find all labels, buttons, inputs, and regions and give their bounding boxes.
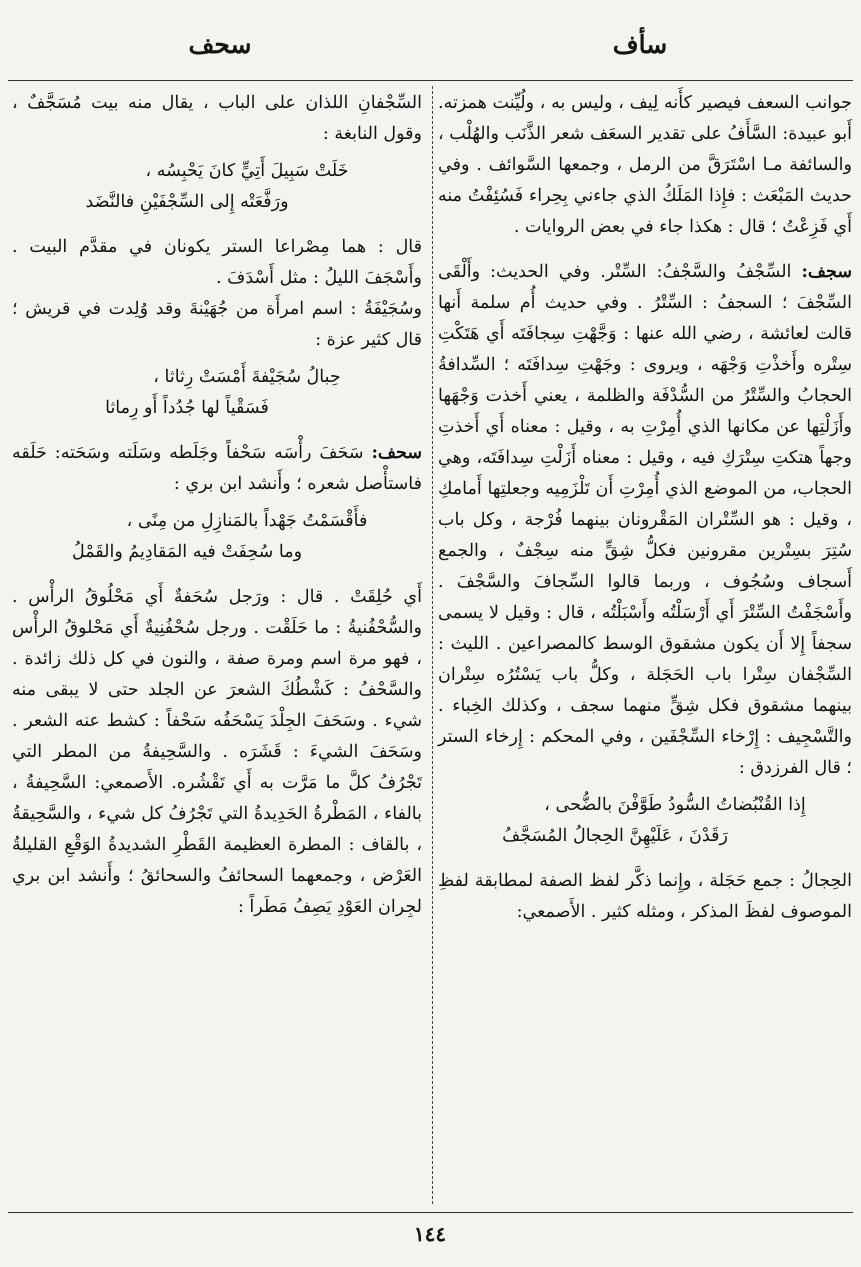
verse — [438, 790, 852, 852]
verse-line: فأَقْسَمْتُ جَهْداً بالمَنازِلِ من مِنًى ، — [126, 511, 368, 531]
footer-rule — [8, 1212, 853, 1213]
verse-line: رَقَدْنَ ، عَلَيْهِنَّ الحِجالُ المُسَجَّفُ — [502, 826, 728, 846]
headword: سجف: — [801, 262, 852, 282]
page-header-right: سأف — [612, 30, 668, 59]
entry-text: أَي حُلِقَتْ . قال : ورَجل سُحَفةٌ أَي مَحْلُوقُ الرأْس . والسُّحْفُنيةُ : ما حَلَقْت . ورجل سُحْفُنِيةٌ أَي مَحْلوقُ الرأْس ، فهو مرة اسم ومرة صفة ، والنون في كل ذلك زائدة . والسَّحْفُ : كَشْطُكَ الشعرَ عن الجلد حتى لا يبقى منه شيء . وسَحَفَ الجِلْدَ يَسْحَفُه سَحْفاً : كشط عنه الشعر . وسَحَفَ الشيءَ : قَشَرَه . والسَّحِيفةُ من المطر التي تَجْرُفُ كلَّ ما مَرَّت به أَي تَقْشُره. الأَصمعي: السَّحِيفةُ ، بالفاء ، المَطْرةُ الحَدِيدةُ التي تَجْرُفُ كل شيء ، والسَّحِيقةُ ، بالقاف : المطرة العظيمة القَطْرِ الشديدةُ الوَقْعِ القليلةُ العَرْض ، وجمعهما السحائفُ والسحائقُ ؛ وأَنشد ابن بري لجِران العَوْدِ يَصِفُ مَطَراً : — [12, 587, 422, 917]
verse-line: وما سُحِفَتْ فيه المَقادِيمُ والقَمْلُ — [71, 542, 303, 562]
entry-sajf — [438, 257, 852, 784]
entry-text: وسُجَيْفَةُ : اسم امرأَة من جُهَيْنةَ وقد وُلِدت في قريش ؛ قال كثير عزة : — [12, 299, 422, 350]
right-column — [438, 88, 852, 928]
entry-text: الحِجالُ : جمع حَجَلة ، وإِنما ذكَّر لفظ الصفة لمطابقة لفظِ الموصوف لفظَ المذكر ، ومثله كثير . الأَصمعي: — [438, 871, 852, 922]
entry-sahf — [12, 438, 422, 500]
entry-text: جوانب السعف فيصير كأَنه لِيف ، وليس به ، ولُيِّنت همزته. أَبو عبيدة: السَّأَفُ على تقدير السعَف شعر الذَّنَب والهُلْب ، والسائفة مـا اسْتَرَقَّ من الرمل ، وجمعها السَّوائف . وفي حديث المَبْعَث : فإِذا المَلَكُ الذي جاءني بِحِراء فَسُئِفْتُ منه أَي فَزِعْتُ ؛ قال : هكذا جاء في بعض الروايات . — [438, 93, 852, 237]
verse-line: إِذا القُنْبُضاتُ السُّودُ طَوَّفْنَ بالضُّحى ، — [544, 795, 806, 815]
entry-body: السِّجْفُ والسَّجْفُ: السِّتْر. وفي الحديث: وأَلْقَى السِّجْفَ ؛ السجفُ : السِّتْرُ . وفي حديث أُم سلمة أَنها قالت لعائشة ، رضي الله عنها : وَجَّهْتِ سِجافَتَه أَي هَتَكْتِ سِتْره وأَخذْتِ وَجْهَه ، ويروى : وجَهْتِ سِدافَتَه ؛ السِّدافةُ الحجابُ والسِّتْرُ من السُّدْفَة والظلمة ، يعني أَخذت وَجْهَها وأَزَلْتِها عن مكانها الذي أُمِرْتِ به ، وقيل : معناه أَي أَخذتِ وجهاً هتكتِ سِتْرَكِ فيه ، وقيل : معناه أَزَلْتِ سِدافَتَه، وهي الحجاب، من الموضع الذي أُمِرْتِ أَن تَلْزَمِيه وجعلتِها أَمامكِ ، وقيل : هو السِّتْران المَقْرونان بينهما فُرْجة ، وكل باب سُتِرَ بسِتْرين مقرونين فكلُّ شِقٍّ منه سِجْفٌ ، والجمع أَسجاف وسُجُوف ، وربما قالوا السِّجافَ والسَّجْفَ . وأَسْجَفْتُ السِّتْرَ أَي أَرْسَلْتُه وأَسْبَلْتُه ، قال : وقيل لا يسمى سجفاً إِلا أَن يكون مشقوق الوسط كالمصراعين . الليث : السِّجْفان سِتْرا باب الحَجَلة ، وكلُّ باب يَسْتُرُه سِتْران بينهما مشقوق فكل شِقٍّ منهما سجف ، وكذلك الخِباء . والتَّسْجِيف : إِرْخاء السِّجْفَين ، وفي المحكم : إِرخاء الستر ؛ قال الفرزدق : — [438, 262, 852, 778]
page-number: ١٤٤ — [413, 1222, 447, 1246]
entry-text: قال : هما مِصْراعا الستر يكونان في مقدَّم البيت . وأَسْجَفَ الليلُ : مثل أَسْدَفَ . — [12, 237, 422, 288]
verse-line: حِبالُ سُجَيْفةَ أَمْسَتْ رِثاثا ، — [153, 367, 341, 387]
verse — [12, 156, 422, 218]
verse-line: فَسَقْياً لها جُدُداً أَو رِماثا — [105, 398, 269, 418]
verse — [12, 506, 422, 568]
header-rule — [8, 80, 853, 81]
entry-text: السِّجْفانِ اللذان على الباب ، يقال منه بيت مُسَجَّفٌ ، وقول النابغة : — [12, 93, 422, 144]
verse-line: ورَفَّعَتْه إِلى السِّجْفَيْنِ فالنَّضَد — [85, 192, 289, 212]
entry-body: سَحَفَ رأْسَه سَحْفاً وجَلَطه وسَلَته وسَحَته: حَلَقه فاستأْصل شعره ؛ وأَنشد ابن بري : — [12, 443, 422, 494]
headword: سحف: — [371, 443, 422, 463]
verse — [12, 362, 422, 424]
column-divider — [432, 86, 433, 1204]
verse-line: خَلَتْ سَبِيلَ أَتِيٍّ كانَ يَحْبِسُه ، — [145, 161, 349, 181]
page-header-left: سحف — [188, 30, 252, 59]
left-column — [12, 88, 422, 923]
